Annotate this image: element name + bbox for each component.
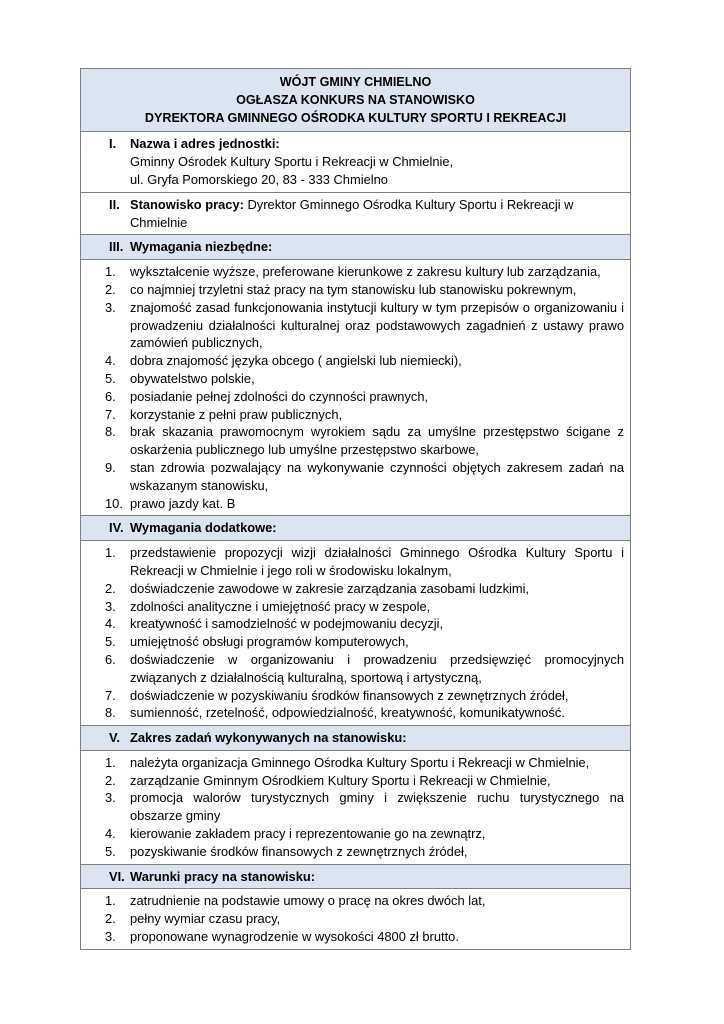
list-item [81, 598, 624, 616]
list-item-number: 4. [105, 826, 116, 842]
list-item-number: 5. [105, 634, 116, 650]
list-item-number: 1. [105, 893, 116, 909]
list-item-text: kreatywność i samodzielność w podejmowaniu decyzji, [130, 616, 444, 632]
section-6-heading [81, 864, 630, 889]
announcement-table [80, 68, 631, 950]
list-item [81, 615, 624, 633]
list-item-number: 4. [105, 616, 116, 632]
list-item-text: brak skazania prawomocnym wyrokiem sądu za umyślne przestępstwo ścigane z oskarżenia publicznego lub umyślne przestępstwo skarbowe, [130, 424, 624, 458]
section-1-unit-address: ul. Gryfa Pomorskiego 20, 83 - 333 Chmielno [130, 171, 388, 187]
list-item-number: 5. [105, 843, 116, 859]
list-item-text: posiadanie pełnej zdolności do czynności prawnych, [130, 388, 429, 404]
list-item [81, 352, 624, 370]
section-1-unit-info [81, 131, 630, 191]
list-item [81, 580, 624, 598]
list-item-number: 1. [105, 545, 116, 561]
list-item-text: zarządzanie Gminnym Ośrodkiem Kultury Sportu i Rekreacji w Chmielnie, [130, 772, 551, 788]
section-6-number: VI. [109, 868, 125, 884]
list-item-number: 6. [105, 651, 116, 667]
list-item [81, 544, 624, 580]
list-item [81, 299, 624, 352]
list-item [81, 892, 624, 910]
list-item [81, 263, 624, 281]
list-item-text: przedstawienie propozycji wizji działalności Gminnego Ośrodka Kultury Sportu i Rekreacji w Chmielnie i jego roli w środowisku lokalnym, [130, 545, 624, 578]
list-item [81, 388, 624, 406]
list-item-text: zdolności analityczne i umiejętność pracy w zespole, [130, 598, 431, 614]
list-item [81, 754, 624, 772]
list-item-number: 2. [105, 772, 116, 788]
list-item-text: co najmniej trzyletni staż pracy na tym stanowisku lub stanowisku pokrewnym, [130, 281, 577, 297]
list-item-number: 1. [105, 264, 116, 280]
list-item-text: doświadczenie zawodowe w zakresie zarządzania zasobami ludzkimi, [130, 580, 530, 596]
section-5-number: V. [109, 730, 120, 746]
section-3-list [81, 259, 630, 515]
list-item-text: znajomość zasad funkcjonowania instytucji kultury w tym przepisów o organizowaniu i prowadzeniu działalności kulturalnej oraz podstawowych zagadnień z ustawy prawo zamówień publicznych, [130, 299, 624, 351]
list-item-text: umiejętność obsługi programów komputerowych, [130, 634, 409, 650]
section-1-unit-name: Gminny Ośrodek Kultury Sportu i Rekreacji w Chmielnie, [130, 154, 454, 170]
list-item-text: pozyskiwanie środków finansowych z zewnętrznych źródeł, [130, 843, 468, 859]
section-6-label: Warunki pracy na stanowisku: [130, 868, 316, 884]
header-line-1: WÓJT GMINY CHMIELNO [279, 75, 432, 89]
list-item [81, 910, 624, 928]
list-item-text: zatrudnienie na podstawie umowy o pracę na okres dwóch lat, [130, 893, 486, 909]
list-item-text: doświadczenie w organizowaniu i prowadzeniu przedsięwzięć promocyjnych związanych z działalnością kulturalną, sportową i artystyczną, [130, 651, 624, 685]
list-item-number: 8. [105, 705, 116, 721]
list-item [81, 825, 624, 843]
list-item [81, 772, 624, 790]
header-line-3: DYREKTORA GMINNEGO OŚRODKA KULTURY SPORTU I REKREACJI [144, 110, 567, 125]
list-item-text: proponowane wynagrodzenie w wysokości 4800 zł brutto. [130, 929, 459, 945]
list-item-text: należyta organizacja Gminnego Ośrodka Kultury Sportu i Rekreacji w Chmielnie, [130, 754, 590, 770]
list-item [81, 370, 624, 388]
list-item [81, 843, 624, 861]
list-item-text: prawo jazdy kat. B [130, 495, 236, 511]
list-item [81, 495, 624, 513]
list-item-number: 3. [105, 598, 116, 614]
list-item [81, 633, 624, 651]
list-item-text: dobra znajomość języka obcego ( angielski lub niemiecki), [130, 353, 462, 369]
list-item [81, 704, 624, 722]
list-item [81, 687, 624, 705]
list-item [81, 651, 624, 687]
list-item [81, 928, 624, 946]
section-4-number: IV. [109, 520, 124, 536]
list-item-number: 2. [105, 911, 116, 927]
section-1-number: I. [109, 136, 117, 152]
list-item-text: pełny wymiar czasu pracy, [130, 911, 281, 927]
announcement-header [81, 69, 630, 131]
list-item-number: 3. [105, 299, 116, 315]
section-3-heading [81, 234, 630, 259]
section-3-label: Wymagania niezbędne: [130, 239, 273, 255]
section-6-list [81, 888, 630, 948]
list-item-text: kierowanie zakładem pracy i reprezentowanie go na zewnątrz, [130, 826, 486, 842]
list-item-number: 7. [105, 406, 116, 422]
list-item-number: 4. [105, 353, 116, 369]
section-4-label: Wymagania dodatkowe: [130, 520, 277, 536]
section-2-label: Stanowisko pracy: [130, 196, 244, 212]
list-item [81, 281, 624, 299]
list-item-number: 3. [105, 929, 116, 945]
section-3-number: III. [109, 239, 124, 255]
list-item-number: 2. [105, 281, 116, 297]
list-item [81, 459, 624, 495]
section-5-label: Zakres zadań wykonywanych na stanowisku: [130, 730, 407, 746]
list-item-number: 5. [105, 370, 116, 386]
list-item [81, 789, 624, 825]
section-2-position-name: Dyrektor Gminnego Ośrodka Kultury Sportu i Rekreacji w Chmielnie [130, 196, 574, 230]
list-item-text: obywatelstwo polskie, [130, 370, 255, 386]
list-item-text: korzystanie z pełni praw publicznych, [130, 406, 343, 422]
list-item-number: 2. [105, 580, 116, 596]
list-item-text: doświadczenie w pozyskiwaniu środków finansowych z zewnętrznych źródeł, [130, 687, 569, 703]
section-2-number: II. [109, 196, 120, 212]
list-item [81, 406, 624, 424]
list-item-text: stan zdrowia pozwalający na wykonywanie czynności objętych zakresem zadań na wskazanym stanowisku, [130, 459, 624, 493]
list-item-text: wykształcenie wyższe, preferowane kierunkowe z zakresu kultury lub zarządzania, [130, 264, 601, 280]
section-5-list [81, 750, 630, 864]
section-1-label: Nazwa i adres jednostki: [130, 136, 280, 152]
header-line-2: OGŁASZA KONKURS NA STANOWISKO [236, 92, 475, 107]
section-5-heading [81, 725, 630, 750]
list-item-number: 10. [105, 495, 123, 511]
section-4-list [81, 540, 630, 725]
list-item-number: 1. [105, 754, 116, 770]
list-item-text: promocja walorów turystycznych gminy i zwiększenie ruchu turystycznego na obszarze gminy [130, 790, 624, 824]
list-item-number: 8. [105, 424, 116, 440]
list-item-number: 9. [105, 459, 116, 475]
list-item-text: sumienność, rzetelność, odpowiedzialność, kreatywność, komunikatywność. [130, 705, 565, 721]
list-item [81, 423, 624, 459]
list-item-number: 7. [105, 687, 116, 703]
list-item-number: 6. [105, 388, 116, 404]
section-2-position [81, 192, 630, 235]
section-4-heading [81, 515, 630, 540]
list-item-number: 3. [105, 790, 116, 806]
